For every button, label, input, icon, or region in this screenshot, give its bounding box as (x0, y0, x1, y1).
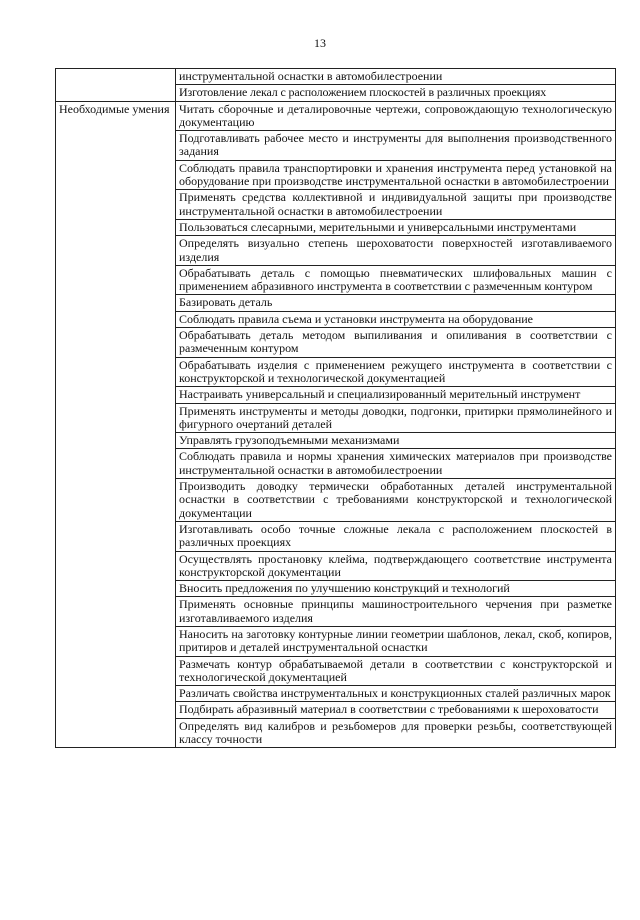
skill-item: Различать свойства инструментальных и конструкционных сталей различных марок (176, 686, 616, 702)
skill-item: Пользоваться слесарными, мерительными и универсальными инструментами (176, 219, 616, 235)
continuation-row: инструментальной оснастки в автомобилестроении (176, 69, 616, 85)
skill-item: Соблюдать правила съема и установки инструмента на оборудование (176, 311, 616, 327)
empty-label-cell (56, 69, 176, 102)
skill-item: Подготавливать рабочее место и инструменты для выполнения производственного задания (176, 131, 616, 161)
skill-item: Вносить предложения по улучшению конструкций и технологий (176, 581, 616, 597)
skill-item: Наносить на заготовку контурные линии геометрии шаблонов, лекал, скоб, копиров, притиров и деталей инструментальной оснастки (176, 626, 616, 656)
skill-item: Изготавливать особо точные сложные лекала с расположением плоскостей в различных проекциях (176, 521, 616, 551)
skill-item: Применять основные принципы машиностроительного черчения при разметке изготавливаемого изделия (176, 597, 616, 627)
skill-item: Обрабатывать деталь с помощью пневматических шлифовальных машин с применением абразивного инструмента в соответствии с размеченным контуром (176, 265, 616, 295)
skill-item: Настраивать универсальный и специализированный мерительный инструмент (176, 387, 616, 403)
skills-table (55, 68, 616, 748)
skill-item: Применять инструменты и методы доводки, подгонки, притирки прямолинейного и фигурного очертаний деталей (176, 403, 616, 433)
skill-item: Определять вид калибров и резьбомеров для проверки резьбы, соответствующей классу точности (176, 718, 616, 748)
skill-item: Применять средства коллективной и индивидуальной защиты при производстве инструментальной оснастки в автомобилестроении (176, 190, 616, 220)
skill-item: Соблюдать правила транспортировки и хранения инструмента перед установкой на оборудование при производстве инструментальной оснастки в автомобилестроении (176, 160, 616, 190)
table-row (56, 101, 616, 131)
skill-item: Осуществлять простановку клейма, подтверждающего соответствие инструмента конструкторской документации (176, 551, 616, 581)
skill-item: Обрабатывать деталь методом выпиливания и опиливания в соответствии с размеченным контуром (176, 328, 616, 358)
skill-item: Подбирать абразивный материал в соответствии с требованиями к шероховатости (176, 702, 616, 718)
continuation-row: Изготовление лекал с расположением плоскостей в различных проекциях (176, 85, 616, 101)
skill-item: Управлять грузоподъемными механизмами (176, 433, 616, 449)
skill-item: Определять визуально степень шероховатости поверхностей изготавливаемого изделия (176, 236, 616, 266)
table-row (56, 69, 616, 85)
skill-item: Базировать деталь (176, 295, 616, 311)
section-label: Необходимые умения (56, 101, 176, 748)
skill-item: Соблюдать правила и нормы хранения химических материалов при производстве инструментальной оснастки в автомобилестроении (176, 449, 616, 479)
skill-item: Читать сборочные и деталировочные чертежи, сопровождающую технологическую документацию (176, 101, 616, 131)
page-number: 13 (314, 36, 326, 50)
skill-item: Производить доводку термически обработанных деталей инструментальной оснастки в соответствии с требованиями конструкторской и технологической документации (176, 479, 616, 522)
skill-item: Размечать контур обрабатываемой детали в соответствии с конструкторской и технологической документацией (176, 656, 616, 686)
skill-item: Обрабатывать изделия с применением режущего инструмента в соответствии с конструкторской и технологической документацией (176, 357, 616, 387)
